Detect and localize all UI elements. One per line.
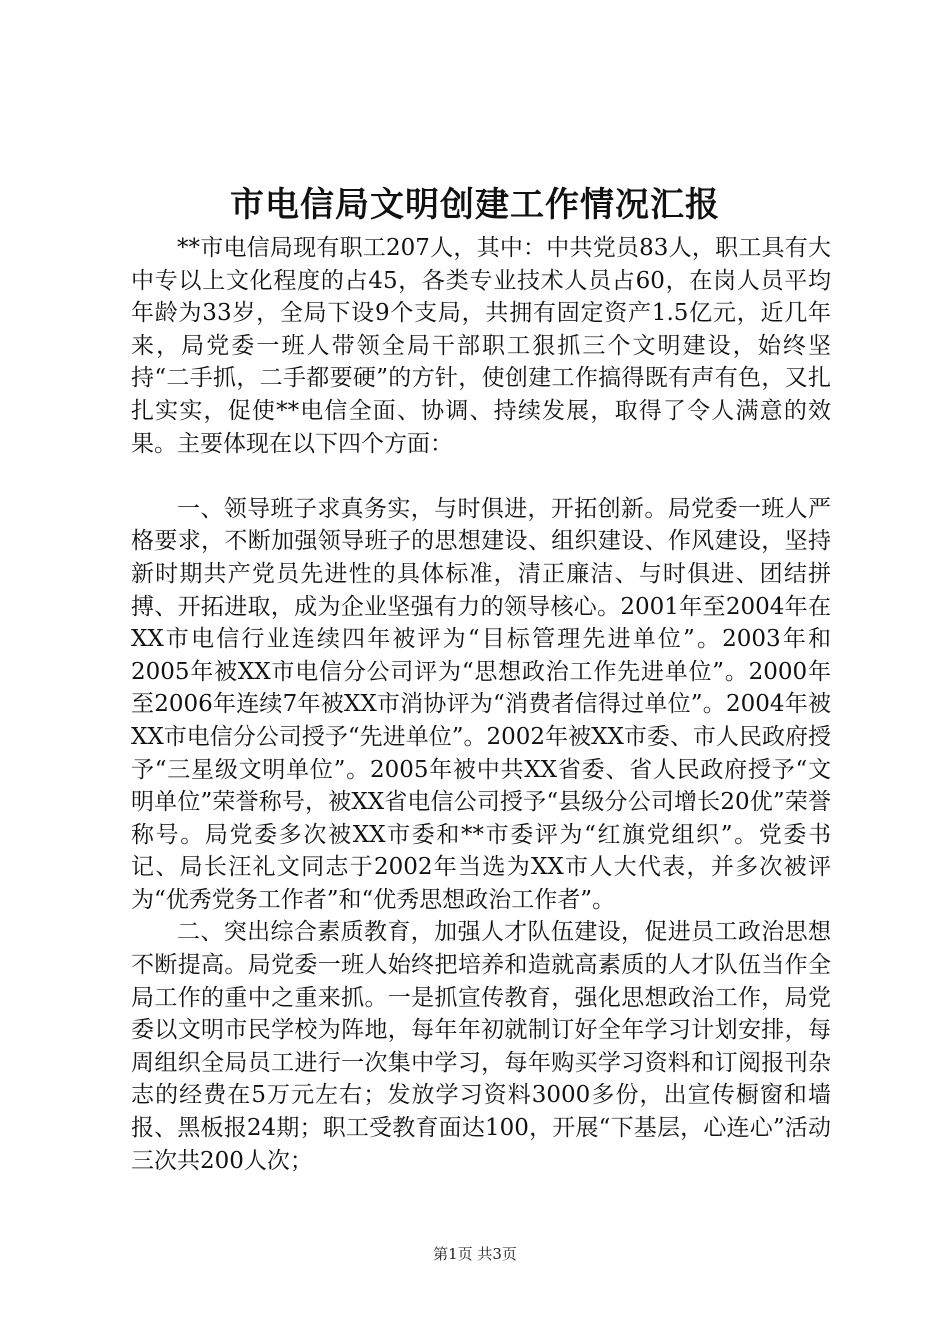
paragraph-intro: **市电信局现有职工207人，其中：中共党员83人，职工具有大中专以上文化程度的占45，各类专业技术人员占60，在岗人员平均年龄为33岁，全局下设9个支局，共拥有固定资产1.5亿元，近几年来，局党委一班人带领全局干部职工狠抓三个文明建设，始终坚持“二手抓，二手都要硬”的方针，使创建工作搞得既有声有色，又扎扎实实，促使**电信全面、协调、持续发展，取得了令人满意的效果。主要体现在以下四个方面： bbox=[131, 235, 831, 457]
document-title: 市电信局文明创建工作情况汇报 bbox=[230, 185, 720, 225]
paragraph-section-1: 一、领导班子求真务实，与时俱进，开拓创新。局党委一班人严格要求，不断加强领导班子的思想建设、组织建设、作风建设，坚持新时期共产党员先进性的具体标准，清正廉洁、与时俱进、团结拼搏、开拓进取，成为企业坚强有力的领导核心。2001年至2004年在XX市电信行业连续四年被评为“目标管理先进单位”。2003年和2005年被XX市电信分公司评为“思想政治工作先进单位”。2000年至2006年连续7年被XX市消协评为“消费者信得过单位”。2004年被XX市电信分公司授予“先进单位”。2002年被XX市委、市人民政府授予“三星级文明单位”。2005年被中共XX省委、省人民政府授予“文明单位”荣誉称号，被XX省电信公司授予“县级分公司增长20优”荣誉称号。局党委多次被XX市委和**市委评为“红旗党组织”。党委书记、局长汪礼文同志于2002年当选为XX市人大代表，并多次被评为“优秀党务工作者”和“优秀思想政治工作者”。 bbox=[131, 495, 831, 913]
document-body bbox=[131, 232, 831, 1177]
page-footer: 第1页 共3页 bbox=[433, 1245, 517, 1263]
paragraph-section-2: 二、突出综合素质教育，加强人才队伍建设，促进员工政治思想不断提高。局党委一班人始终把培养和造就高素质的人才队伍当作全局工作的重中之重来抓。一是抓宣传教育，强化思想政治工作，局党委以文明市民学校为阵地，每年年初就制订好全年学习计划安排，每周组织全局员工进行一次集中学习，每年购买学习资料和订阅报刊杂志的经费在5万元左右；发放学习资料3000多份，出宣传橱窗和墙报、黑板报24期；职工受教育面达100，开展“下基层，心连心”活动三次共200人次； bbox=[131, 919, 831, 1174]
